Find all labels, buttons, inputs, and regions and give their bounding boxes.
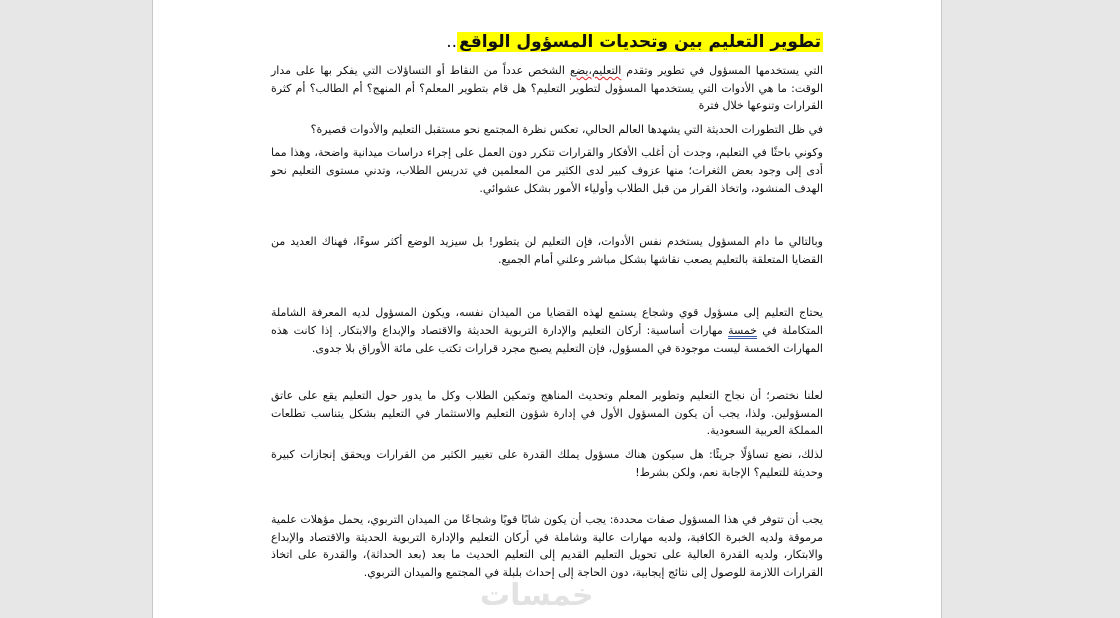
paragraph-1[interactable] (271, 62, 823, 115)
paragraph-1-part-b: الشخص عدداً من النقاط أو التساؤلات التي يفكر بها على مدار الوقت: ما هي الأدوات التي يستخدمها المسؤول لتطوير التعليم؟ هل قام بتطوير المعلم؟ أم المنهج؟ أم الطالب؟ أم كثرة القرارات وتنوعها خلال فترة (271, 64, 823, 113)
paragraph-6[interactable]: لعلنا نختصر؛ أن نجاح التعليم وتطوير المعلم وتحديث المناهج وتمكين الطلاب وكل ما يدور حول التعليم يقع على عاتق المسؤولين. ولذا، يجب أن يكون المسؤول الأول في إدارة شؤون التعليم والاستثمار في التعليم بشكل يتناسب تطلعات المملكة العربية السعودية. (271, 389, 823, 438)
spelling-error-word[interactable]: التعليم،يضع (569, 64, 622, 77)
paragraph-1-part-a: التي يستخدمها المسؤول في تطوير وتقدم (621, 64, 824, 77)
title-tail: .. (446, 32, 458, 52)
grammar-flag-word[interactable]: خمسة (728, 323, 757, 337)
paragraph-5-part-a: يحتاج التعليم إلى مسؤول قوي وشجاع يستمع لهذه القضايا من الميدان نفسه، ويكون المسؤول لديه المعرفة الشاملة المتكاملة في (271, 306, 823, 337)
paragraph-5-part-b: مهارات أساسية: أركان التعليم والإدارة التربوية الحديثة والاقتصاد والإبداع والابتكار. إذا كانت هذه المهارات الخمسة ليست موجودة في المسؤول، فإن التعليم يصبح مجرد قرارات تكتب على مائة الأوراق بلا جدوى. (271, 323, 823, 355)
title-highlight: تطوير التعليم بين وتحديات المسؤول الواقع (459, 32, 821, 52)
document-page[interactable] (152, 0, 942, 618)
paragraph-3[interactable]: وكوني باحثًا في التعليم، وجدت أن أغلب الأفكار والقرارات تتكرر دون العمل على إجراء دراسات ميدانية واضحة، وهذا مما أدى إلى وجود بعض الثغرات؛ منها عزوف كبير لدى الكثير من المعلمين في تدريس الطلاب، وتدني مستوى التعليم نحو الهدف المنشود، واتخاذ القرار من قبل الطلاب وأولياء الأمور بشكل عشوائي. (271, 146, 823, 195)
document-body[interactable] (271, 29, 823, 587)
paragraph-7[interactable]: لذلك، نضع تساؤلًا جريئًا: هل سيكون هناك مسؤول يملك القدرة على تغيير الكثير من القرارات ويحقق إنجازات كبيرة وحديثة للتعليم؟ الإجابة نعم، ولكن بشرط! (271, 447, 823, 479)
document-title[interactable] (271, 29, 823, 55)
paragraph-8[interactable]: يجب أن تتوفر في هذا المسؤول صفات محددة: يجب أن يكون شابًا قويًا وشجاعًا من الميدان التربوي، يحمل مؤهلات علمية مرموقة ولديه الخبرة الكافية، ولديه مهارات عالية وشاملة في أركان التعليم والإدارة التربوية الحديثة والاقتصاد والإبداع والابتكار، ولديه القدرة العالية على تحويل التعليم القديم إلى التعليم الحديث ما بعد (بعد الحداثة)، والقدرة على اتخاذ القرارات اللازمة للوصول إلى نتائج إيجابية، دون الحاجة إلى إحداث بلبلة في المجتمع والميدان التربوي. (271, 513, 823, 579)
watermark-logo: خمسات (480, 578, 594, 613)
paragraph-4[interactable]: وبالتالي ما دام المسؤول يستخدم نفس الأدوات، فإن التعليم لن يتطور! بل سيزيد الوضع أكثر سوءًا، فهناك العديد من القضايا المتعلقة بالتعليم يصعب نقاشها بشكل مباشر وعلني أمام الجميع. (271, 235, 823, 266)
paragraph-2[interactable]: في ظل التطورات الحديثة التي يشهدها العالم الحالي، تعكس نظرة المجتمع نحو مستقبل التعليم والأدوات قصيرة؟ (310, 122, 823, 136)
paragraph-5[interactable] (271, 304, 823, 357)
